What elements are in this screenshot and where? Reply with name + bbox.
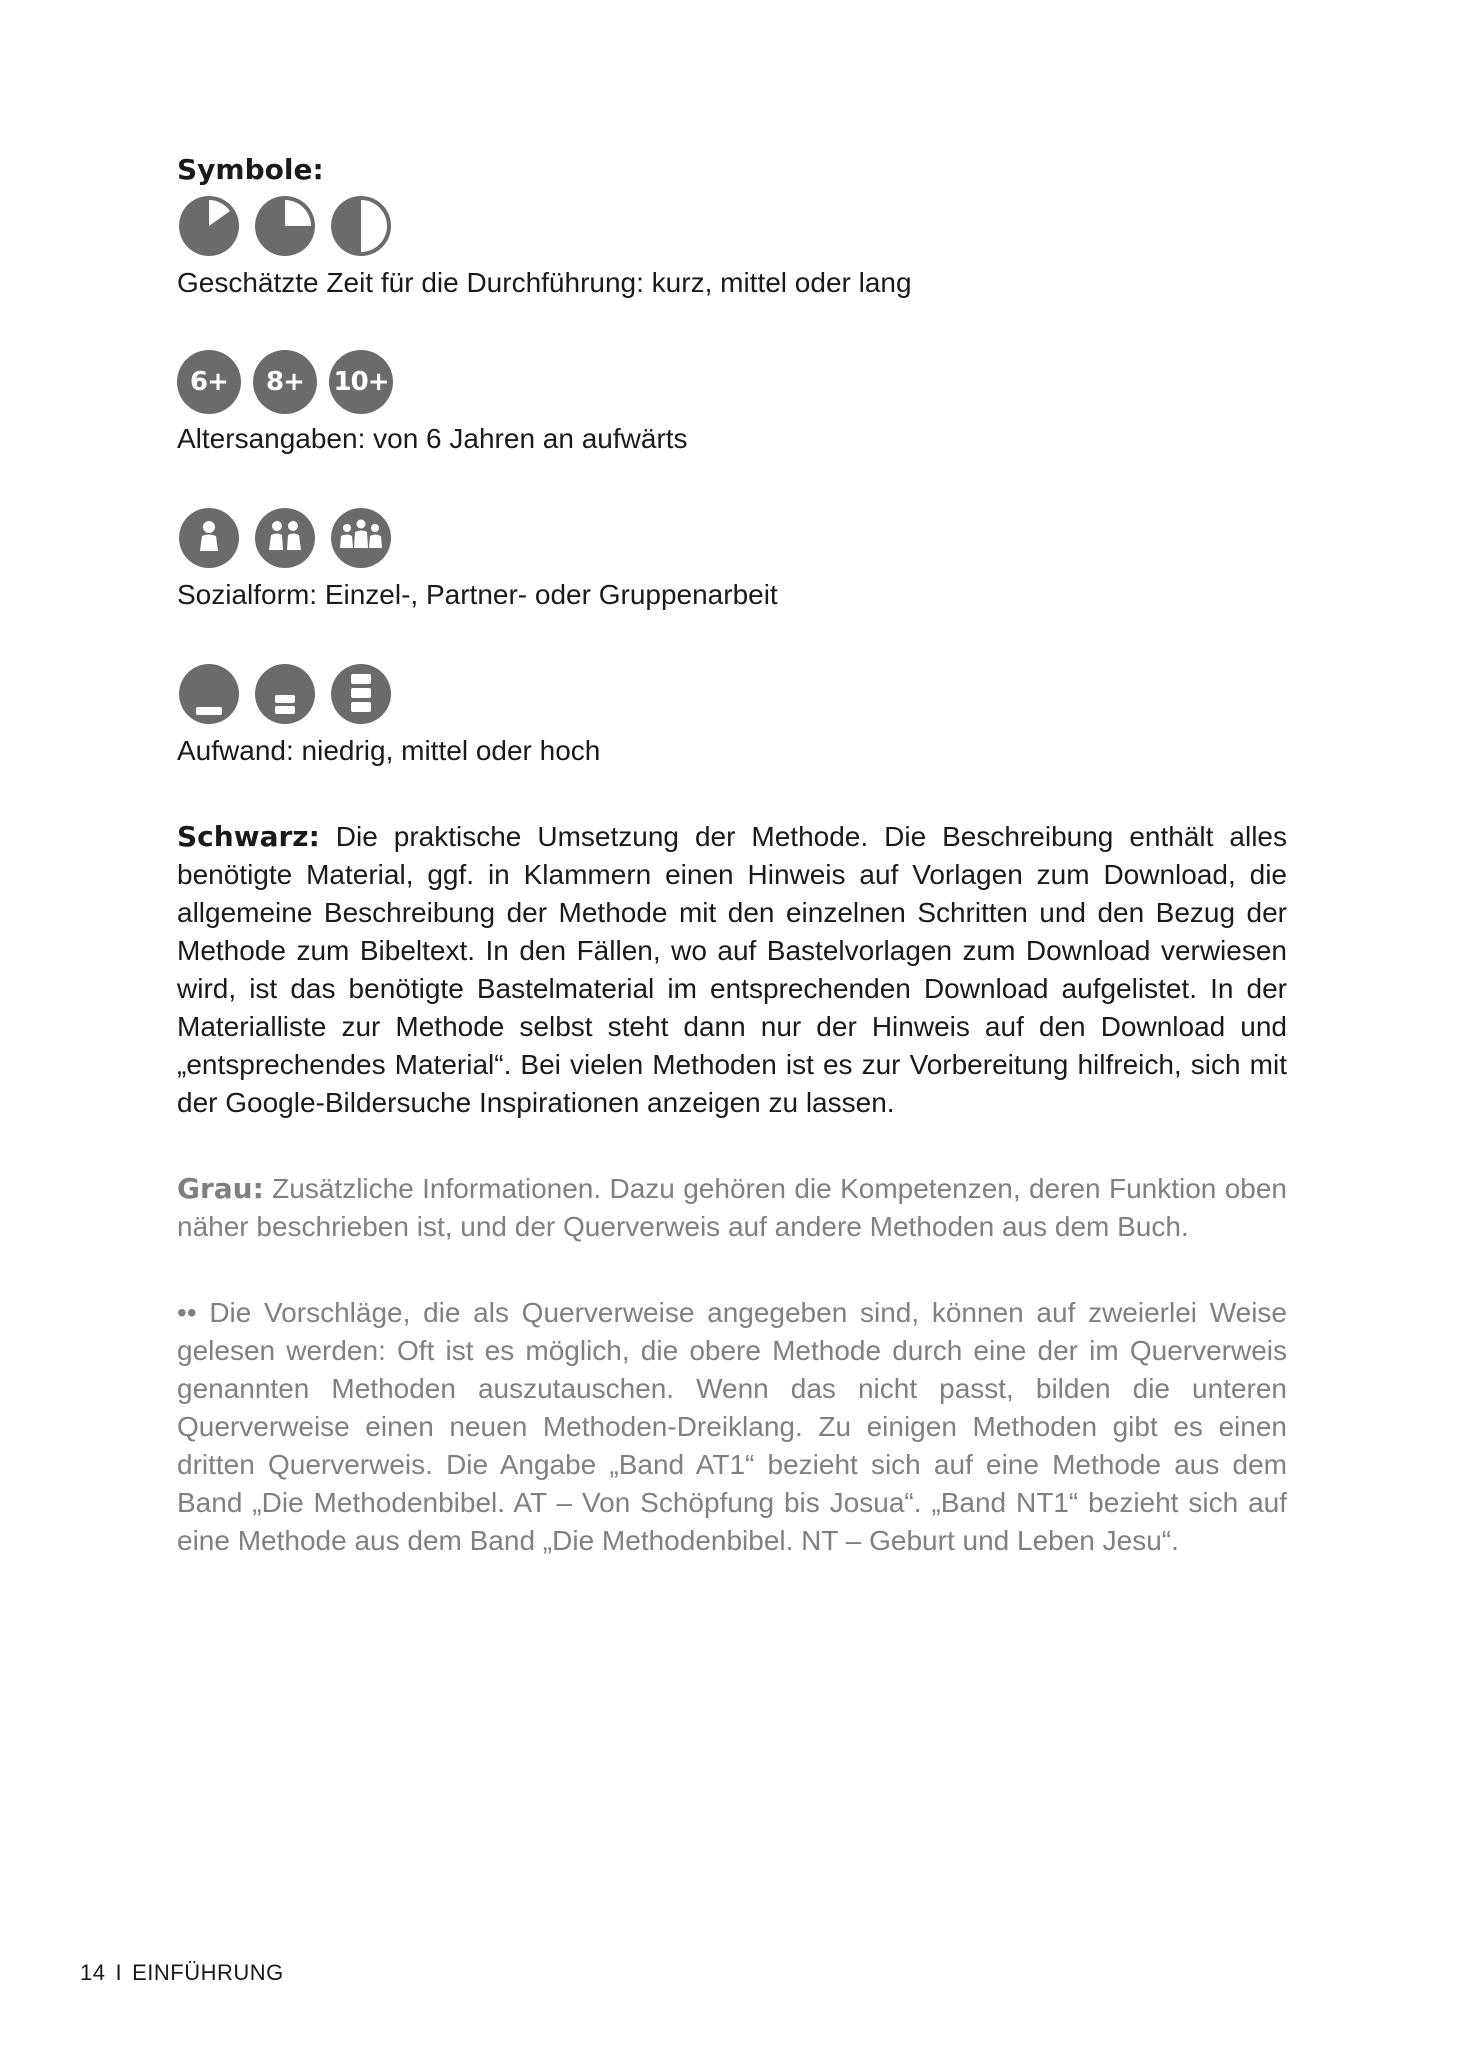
time-description: Geschätzte Zeit für die Durchführung: kurz, mittel oder lang	[177, 267, 912, 298]
page-number: 14	[80, 1960, 106, 1985]
grey-label: Grau:	[177, 1172, 264, 1205]
age-description: Altersangaben: von 6 Jahren an aufwärts	[177, 423, 688, 454]
black-paragraph	[177, 818, 1287, 1122]
one-bar-icon	[177, 662, 241, 726]
single-person-icon	[177, 506, 241, 570]
grey-paragraph	[177, 1170, 1287, 1246]
page-footer	[80, 1960, 284, 1986]
two-bars-icon	[253, 662, 317, 726]
social-description: Sozialform: Einzel-, Partner- oder Gruppenarbeit	[177, 579, 778, 610]
effort-symbol-block	[177, 662, 1287, 770]
pie-three-quarter-icon	[253, 194, 317, 258]
pie-half-icon	[329, 194, 393, 258]
cross-reference-paragraph: •• Die Vorschläge, die als Querverweise angegeben sind, können auf zweierlei Weise gelesen werden: Oft ist es möglich, die obere Methode durch eine der im Querverweis genannten Methoden auszutauschen. Wenn das nicht passt, bilden die unteren Querverweise einen neuen Methoden-Dreiklang. Zu einigen Methoden gibt es einen dritten Querverweis. Die Angabe „Band AT1“ bezieht sich auf eine Methode aus dem Band „Die Methodenbibel. AT – Von Schöpfung bis Josua“. „Band NT1“ bezieht sich auf eine Methode aus dem Band „Die Methodenbibel. NT – Geburt und Leben Jesu“.	[177, 1297, 1287, 1556]
age-badge-6: 6+	[177, 350, 241, 414]
social-symbol-block	[177, 506, 1287, 614]
black-text: Die praktische Umsetzung der Methode. Die Beschreibung enthält alles benötigte Material, ggf. in Klammern einen Hinweis auf Vorlagen zum Download, die allgemeine Beschreibung der Methode mit den einzelnen Schritten und den Bezug der Methode zum Bibeltext. In den Fällen, wo auf Bastelvorlagen zum Download verwiesen wird, ist das benötigte Bastelmaterial im entsprechenden Download aufgelistet. In der Materialliste zur Methode selbst steht dann nur der Hinweis auf den Download und „entsprechendes Material“. Bei vielen Methoden ist es zur Vorbereitung hilfreich, sich mit der Google-Bildersuche Inspirationen anzeigen zu lassen.	[177, 821, 1287, 1118]
three-bars-icon	[329, 662, 393, 726]
group-icon	[329, 506, 393, 570]
age-badge-8: 8+	[253, 350, 317, 414]
page-content	[177, 150, 1287, 1608]
age-symbol-block	[177, 350, 1287, 458]
section-title: EINFÜHRUNG	[132, 1960, 284, 1985]
symbols-heading: Symbole:	[177, 153, 324, 186]
age-badge-10: 10+	[329, 350, 393, 414]
time-symbol-block	[177, 194, 1287, 302]
time-icons	[177, 194, 1287, 258]
black-label: Schwarz:	[177, 820, 320, 853]
grey-text: Zusätzliche Informationen. Dazu gehören die Kompetenzen, deren Funktion oben näher beschrieben ist, und der Querverweis auf andere Methoden aus dem Buch.	[177, 1173, 1287, 1242]
age-badges	[177, 350, 1287, 414]
effort-icons	[177, 662, 1287, 726]
effort-description: Aufwand: niedrig, mittel oder hoch	[177, 735, 601, 766]
pie-quarter-icon	[177, 194, 241, 258]
footer-separator: I	[115, 1960, 123, 1985]
social-icons	[177, 506, 1287, 570]
two-persons-icon	[253, 506, 317, 570]
